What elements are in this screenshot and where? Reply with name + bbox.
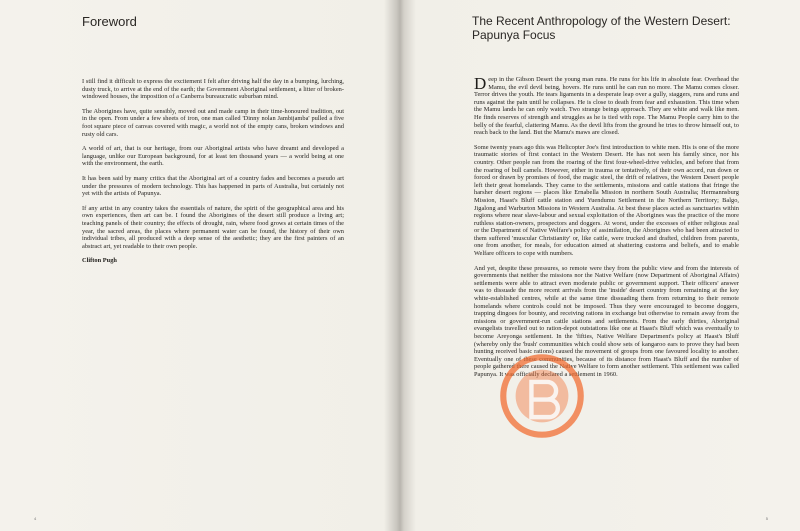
article-paragraph-1 <box>474 76 739 137</box>
foreword-paragraph-1: I still find it difficult to express the excitement I felt after driving half the day in a bumping, lurching, dusty truck, to arrive at the end of the earth; the Government Aboriginal settlement, a litter of broken-windowed houses, the imposition of a Canberra bureaucratic suburban mind. <box>82 78 344 101</box>
foreword-paragraph-5: If any artist in any country takes the essentials of nature, the spirit of the geographical area and his own experiences, then art can be. I found the Aborigines of the desert still produce a living art; teaching panels of their country; the effects of drought, rain, where food grows at certain times of the year, the sacred areas, the places where permanent water can be found, the history of their own individual tribes, all produced with a deep sense of the aesthetic; they are the first painters of an abstract art, yet readable to their own people. <box>82 204 344 250</box>
article-paragraph-1-text: eep in the Gibson Desert the young man runs. He runs for his life in absolute fear. Overhead the Mamu, the evil devil being, hovers. He runs until he can run no more. The Mamu comes closer. Terror drives the youth. He tears ligaments in a desperate leap over a gully, staggers, runs and runs and runs against the pain until he collapses. He is close to death from fear and exhaustion. This time when the Mamu lands he can only watch. Two strange beings approach. They are white and walk like men. He finds reserves of strength and struggles as he is tied with rope. The Mamu People carry him to the belly of the fearful, clattering Mamu. As the devil lifts from the ground he tries to throw himself out, to reach back to the land. But the Mamu's maws are closed. <box>474 76 739 137</box>
foreword-signature: Clifton Pugh <box>82 257 117 265</box>
left-page <box>0 0 398 531</box>
drop-cap: D <box>474 74 487 93</box>
left-page-title: Foreword <box>82 14 137 29</box>
right-page-title <box>472 14 731 42</box>
foreword-paragraph-2: The Aborigines have, quite sensibly, moved out and made camp in their time-honoured tradition, out in the open. From under a few sheets of iron, one man called 'Dinny nolan Jambijamba' pulled a five foot square piece of canvas covered with magic, a world not of the empty cans, broken windows and rusty old cars. <box>82 107 344 138</box>
right-page-number: 5 <box>765 516 768 521</box>
foreword-paragraph-4: It has been said by many critics that the Aboriginal art of a country fades and becomes a pseudo art under the pressures of modern technology. This has happened in parts of Australia, but certainly not yet with the artists of Papunya. <box>82 174 344 198</box>
left-page-number: 4 <box>34 516 37 521</box>
article-paragraph-3: And yet, despite these pressures, so remote were they from the public view and from the interests of governments that neither the missions nor the Native Welfare (now Department of Aboriginal Affairs) settlements were able to attract even moderate public or government support. Their officers' answer was to dissuade the more recent arrivals from the 'inside' desert country from remaining at the key white-established centres, while at the same time dissuading them from returning to their remote homelands where controls could not be imposed. Thus they were encouraged to become doggers, trapping dingoes for bounty, and receiving rations in exchange but otherwise to remain away from the missions or government-run cattle stations and settlements. From the early thirties, Aboriginal evangelists travelled out to ration-depot outstations like one at Haast's Bluff which was eventually to become Areyonga settlement. In the 'fifties, Native Welfare Department's policy at Haast's Bluff (whereby only the 'bush' communities which could show sets of kangaroo ears to prove they had been hunting received basic rations) caused the movement of groups from one favoured locality to another. Eventually one of these communities, because of its distance from Haast's Bluff and the number of people gathered there caused the Native Welfare to form another settlement. This settlement was called Papunya. It was officially declared a settlement in 1960. <box>474 264 739 378</box>
right-page-title-line-2: Papunya Focus <box>472 28 556 42</box>
right-page <box>402 0 800 531</box>
article-paragraph-2: Some twenty years ago this was Helicopter Joe's first introduction to white men. His is one of the more traumatic stories of first contact in the Western Desert. He has not seen his family since, nor his country. Other people ran from the roaring of the first four-wheel-drive vehicles, and before that from the roaring of bull camels. However, either in trauma or tentatively, of their own accord, run down or forced or drawn by promises of food, the magic steel, the drift of relatives, the Western Desert people left their great homelands. They came to the settlements, missions and cattle stations that fringe the harsher desert regions — places like Ernabella Mission in northern South Australia; Hermannsburg Mission, Haast's Bluff cattle station and Yuendumu Settlement in the Northern Territory; Balgo, Jigalong and Warburton Missions in Western Australia. At best these places acted as sanctuaries within regions where near slave-labour and sexual exploitation of the Aborigines was the practice of the more ruthless station-owners, prospectors and doggers. At worst, under the excesses of either religious zeal or the Department of Native Welfare's policy of assimilation, the Aborigines who had been attracted to them suffered 'muscular Christianity' or, like cattle, were trucked and drafted, children from parents, one from another, for meals, for education aimed at shattering customs and beliefs, and to enable Welfare officers to cope with numbers. <box>474 143 739 258</box>
foreword-paragraph-3: A world of art, that is our heritage, from our Aboriginal artists who have dreamt and developed a language, unlike our European background, for at least ten thousand years — a world being at one with the environment, the earth. <box>82 145 344 168</box>
right-page-title-line-1: The Recent Anthropology of the Western Desert: <box>472 14 731 28</box>
article-body <box>474 76 739 386</box>
foreword-body <box>82 78 344 272</box>
